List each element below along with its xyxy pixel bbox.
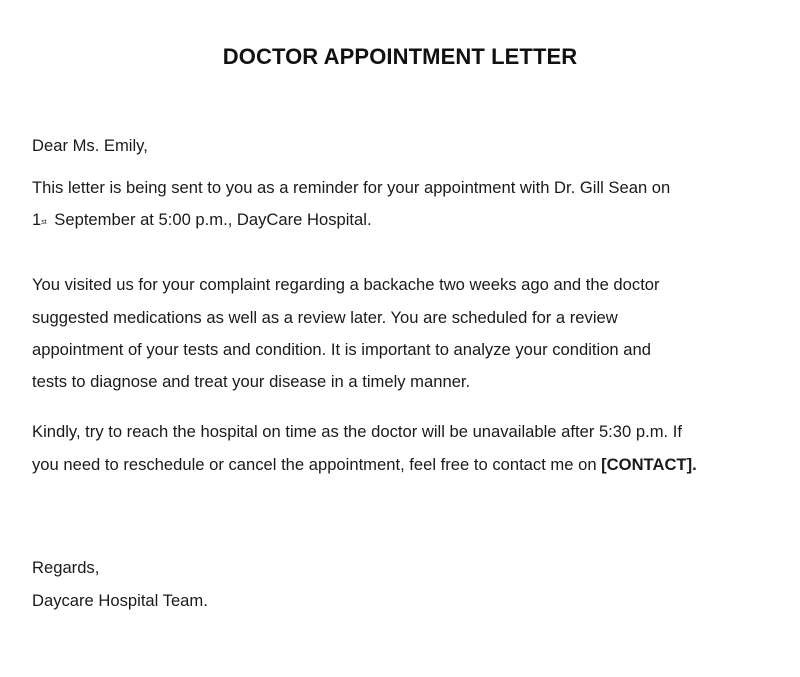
appointment-details: September at 5:00 p.m., DayCare Hospital. xyxy=(49,210,372,229)
signature: Daycare Hospital Team. xyxy=(32,591,208,610)
reschedule-text: you need to reschedule or cancel the appointment, feel free to contact me on xyxy=(32,455,602,474)
closing: Regards, xyxy=(32,558,100,577)
paragraph-3-line-2 xyxy=(32,455,697,475)
contact-placeholder: [CONTACT]. xyxy=(601,455,697,474)
ordinal-suffix: st xyxy=(41,219,47,226)
salutation: Dear Ms. Emily, xyxy=(32,136,148,155)
letter-title: DOCTOR APPOINTMENT LETTER xyxy=(222,44,578,69)
paragraph-2-line-4: tests to diagnose and treat your disease in a timely manner. xyxy=(32,372,471,391)
paragraph-3-line-1: Kindly, try to reach the hospital on time as the doctor will be unavailable after 5:30 p.m. If xyxy=(32,422,682,441)
paragraph-1-line-1: This letter is being sent to you as a reminder for your appointment with Dr. Gill Sean on xyxy=(32,178,671,197)
appointment-day: 1 xyxy=(32,210,42,229)
paragraph-2-line-2: suggested medications as well as a review later. You are scheduled for a review xyxy=(32,308,618,327)
paragraph-2-line-3: appointment of your tests and condition. It is important to analyze your condition and xyxy=(32,340,651,359)
paragraph-1-line-2 xyxy=(32,210,372,230)
paragraph-2-line-1: You visited us for your complaint regarding a backache two weeks ago and the doctor xyxy=(32,275,660,294)
